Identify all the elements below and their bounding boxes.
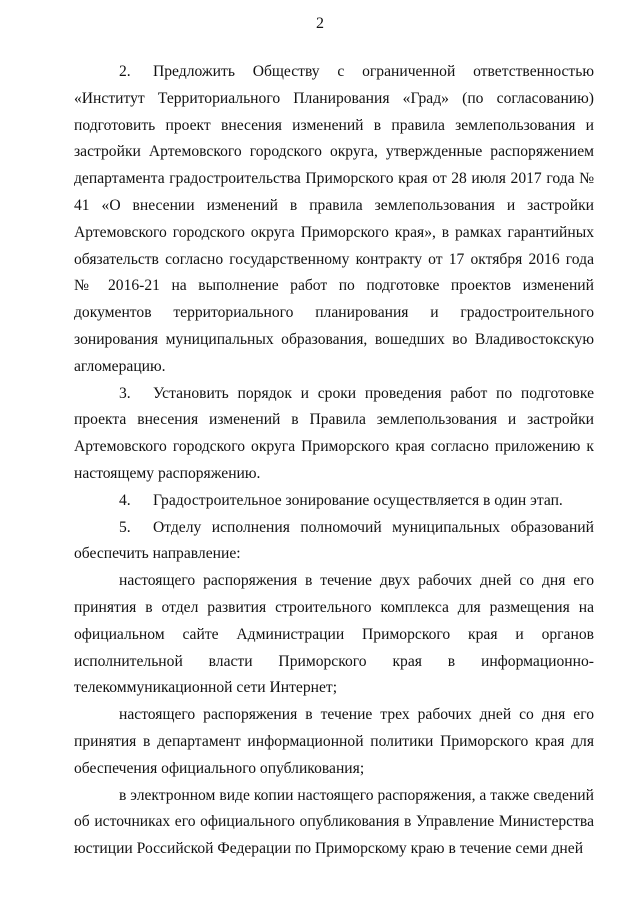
paragraph-text: настоящего распоряжения в течение трех рабочих дней со дня его принятия в департамент информационной политики Приморского края для обеспечения официального опубликования; [74,706,594,777]
paragraph-text: настоящего распоряжения в течение двух рабочих дней со дня его принятия в отдел развития строительного комплекса для размещения на официальном сайте Администрации Приморского края и органов исполнительной власти Приморского края в информационно-телекоммуникационной сети Интернет; [74,572,594,697]
paragraph-text: в электронном виде копии настоящего распоряжения, а также сведений об источниках его официального опубликования в Управление Министерства юстиции Российской Федерации по Приморскому краю в течение семи дней [74,786,594,858]
paragraph-5-item-3 [74,783,594,863]
paragraph-5-item-1 [74,568,594,702]
paragraph-number: 2. [119,63,131,80]
document-body [74,59,594,863]
paragraph-number: 3. [119,384,131,402]
paragraph-5-item-2 [74,702,594,782]
paragraph-number: 5. [119,518,131,536]
paragraph-5 [74,515,594,569]
paragraph-text: Установить порядок и сроки проведения работ по подготовке проекта внесения изменений в Правила землепользования и застройки Артемовского городского округа Приморского края согласно приложению к настоящему распоряжению. [74,384,594,482]
paragraph-text: Градостроительное зонирование осуществляется в один этап. [153,491,563,509]
paragraph-3 [74,381,594,488]
paragraph-number: 4. [119,491,131,509]
paragraph-text: Отделу исполнения полномочий муниципальных образований обеспечить направление: [74,518,594,563]
page-number: 2 [316,15,324,32]
paragraph-text: Предложить Обществу с ограниченной ответственностью «Институт Территориального Планирования «Град» (по согласованию) подготовить проект внесения изменений в правила землепользования и застройки Артемовского городского округа, утвержденные распоряжением департамента градостроительства Приморского края от 28 июля 2017 года № 41 «О внесении изменений в правила землепользования и застройки Артемовского городского округа Приморского края», в рамках гарантийных обязательств согласно государственному контракту от 17 октября 2016 года № 2016-21 на выполнение работ по подготовке проектов изменений документов территориального планирования и градостроительного зонирования муниципальных образования, вошедших во Владивостокскую агломерацию. [74,63,594,375]
paragraph-4 [74,488,594,515]
paragraph-2 [74,59,594,381]
